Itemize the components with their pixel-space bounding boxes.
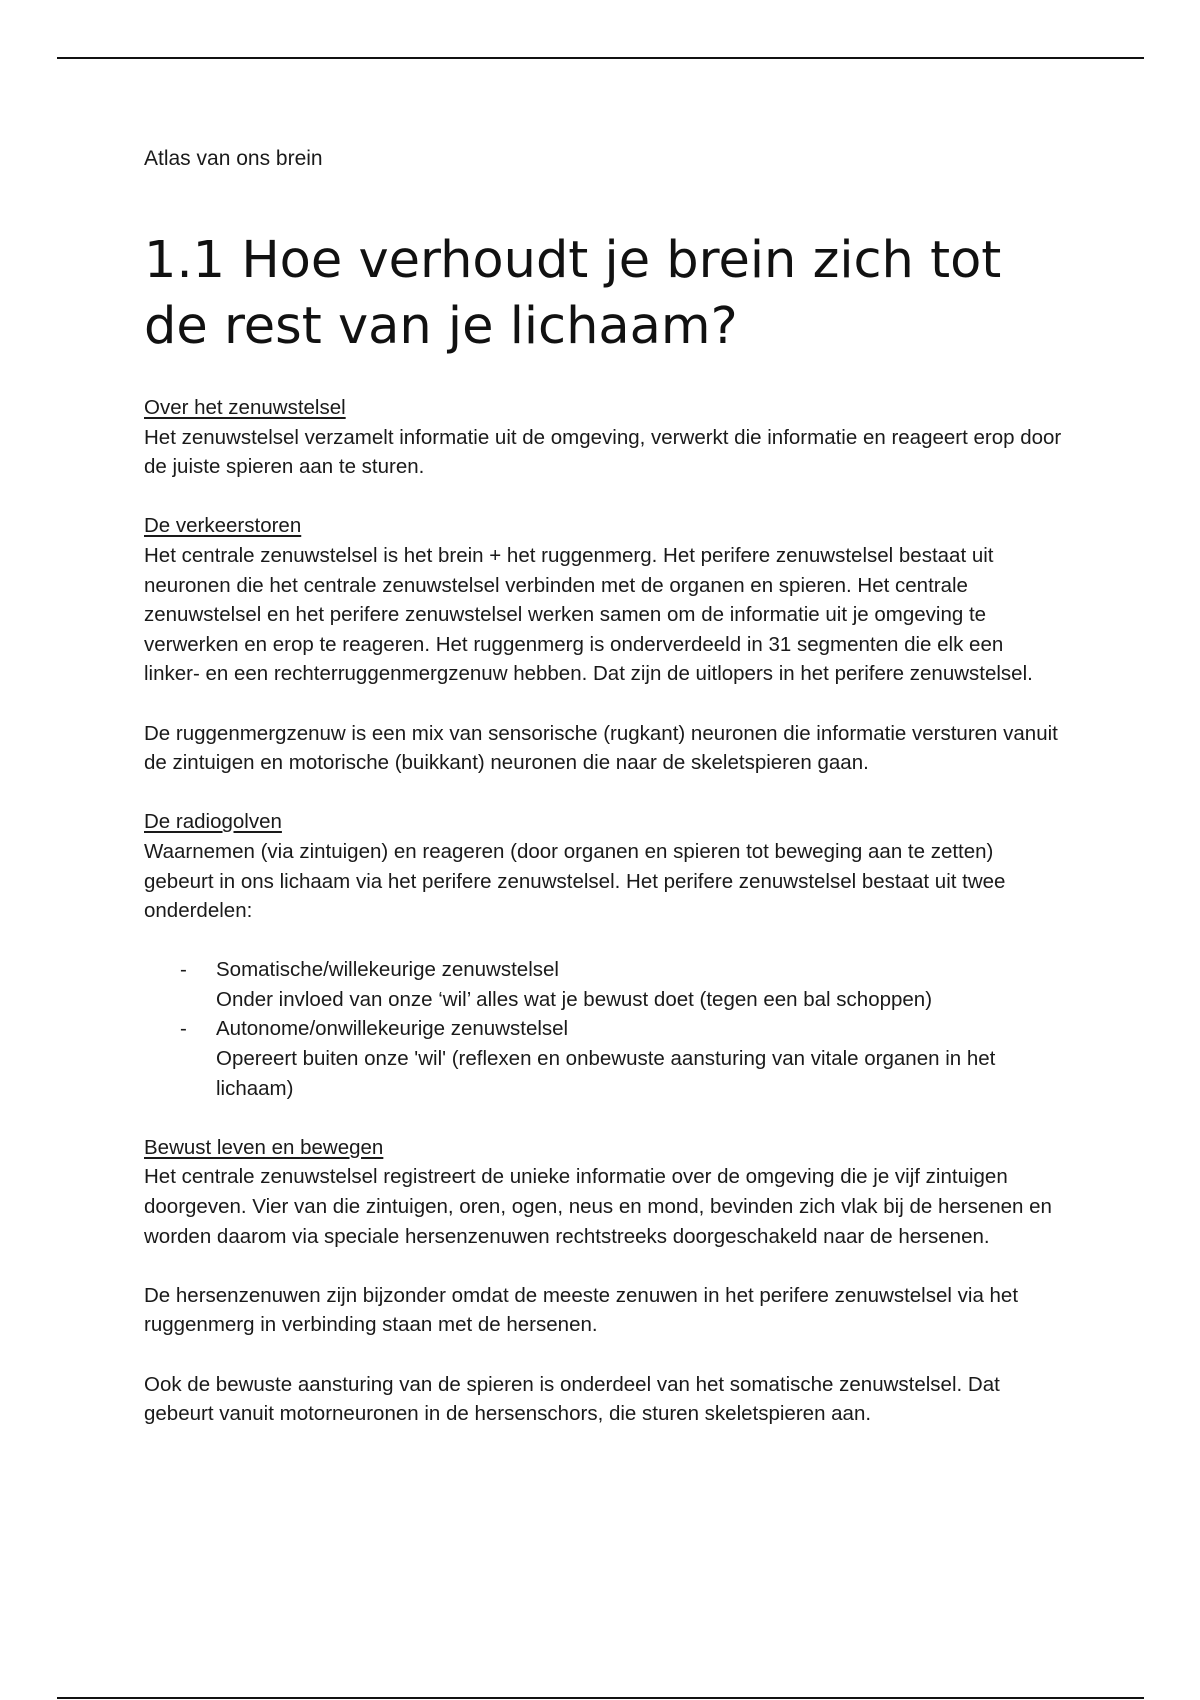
spacer xyxy=(144,926,1064,956)
spacer xyxy=(144,1103,1064,1133)
section-de-radiogolven xyxy=(144,807,1064,1103)
nervous-system-parts-list xyxy=(144,955,1064,1103)
spacer xyxy=(144,689,1064,719)
section-heading: De verkeerstoren xyxy=(144,514,302,538)
paragraph: Het centrale zenuwstelsel registreert de unieke informatie over de omgeving die je vijf zintuigen doorgeven. Vier van die zintuigen, oren, ogen, neus en mond, bevinden zich vlak bij de hersenen en worden daarom via speciale hersenzenuwen rechtstreeks doorgeschakeld naar de hersenen. xyxy=(144,1165,1052,1248)
paragraph: Waarnemen (via zintuigen) en reageren (door organen en spieren tot beweging aan te zetten) gebeurt in ons lichaam via het perifere zenuwstelsel. Het perifere zenuwstelsel bestaat uit twee onderdelen: xyxy=(144,839,1006,923)
paragraph: De ruggenmergzenuw is een mix van sensorische (rugkant) neuronen die informatie versturen vanuit de zintuigen en motorische (buikkant) neuronen die naar de skeletspieren gaan. xyxy=(144,721,1058,775)
list-item-term: Somatische/willekeurige zenuwstelsel xyxy=(216,958,559,982)
paragraph: Ook de bewuste aansturing van de spieren is onderdeel van het somatische zenuwstelsel. Dat gebeurt vanuit motorneuronen in de hersenschors, die sturen skeletspieren aan. xyxy=(144,1372,1000,1426)
bottom-rule xyxy=(57,1697,1144,1699)
list-item-description: Opereert buiten onze 'wil' (reflexen en onbewuste aansturing van vitale organen in het lichaam) xyxy=(216,1047,996,1100)
paragraph: Het zenuwstelsel verzamelt informatie uit de omgeving, verwerkt die informatie en reageert erop door de juiste spieren aan te sturen. xyxy=(144,425,1062,479)
list-item-term: Autonome/onwillekeurige zenuwstelsel xyxy=(216,1017,569,1041)
section-heading: Over het zenuwstelsel xyxy=(144,396,346,419)
spacer xyxy=(144,482,1064,512)
spacer xyxy=(144,1340,1064,1370)
page-title: 1.1 Hoe verhoudt je brein zich tot de rest van je lichaam? xyxy=(144,231,1002,356)
list-item-description: Onder invloed van onze ‘wil’ alles wat je bewust doet (tegen een bal schoppen) xyxy=(216,987,933,1011)
list-item xyxy=(144,955,1064,1014)
document-body xyxy=(144,393,1064,1429)
section-heading: De radiogolven xyxy=(144,810,282,834)
section-de-verkeerstoren xyxy=(144,511,1064,777)
top-rule xyxy=(57,57,1144,59)
paragraph: Het centrale zenuwstelsel is het brein + het ruggenmerg. Het perifere zenuwstelsel bestaat uit neuronen die het centrale zenuwstelsel verbinden met de organen en spieren. Het centrale zenuwstelsel en het perifere zenuwstelsel werken samen om de informatie uit je omgeving te verwerken en erop te reageren. Het ruggenmerg is onderverdeeld in 31 segmenten die elk een linker- en een rechterruggenmergzenuw hebben. Dat zijn de uitlopers in het perifere zenuwstelsel. xyxy=(144,543,1033,686)
list-bullet: - xyxy=(180,958,187,982)
list-bullet: - xyxy=(180,1017,187,1041)
section-bewust-leven-en-bewegen xyxy=(144,1133,1064,1429)
section-over-het-zenuwstelsel xyxy=(144,393,1064,482)
section-heading: Bewust leven en bewegen xyxy=(144,1135,384,1159)
spacer xyxy=(144,1251,1064,1281)
paragraph: De hersenzenuwen zijn bijzonder omdat de meeste zenuwen in het perifere zenuwstelsel via het ruggenmerg in verbinding staan met de hersenen. xyxy=(144,1283,1019,1337)
subject-label: Atlas van ons brein xyxy=(144,147,323,170)
list-item xyxy=(144,1014,1064,1103)
spacer xyxy=(144,778,1064,808)
